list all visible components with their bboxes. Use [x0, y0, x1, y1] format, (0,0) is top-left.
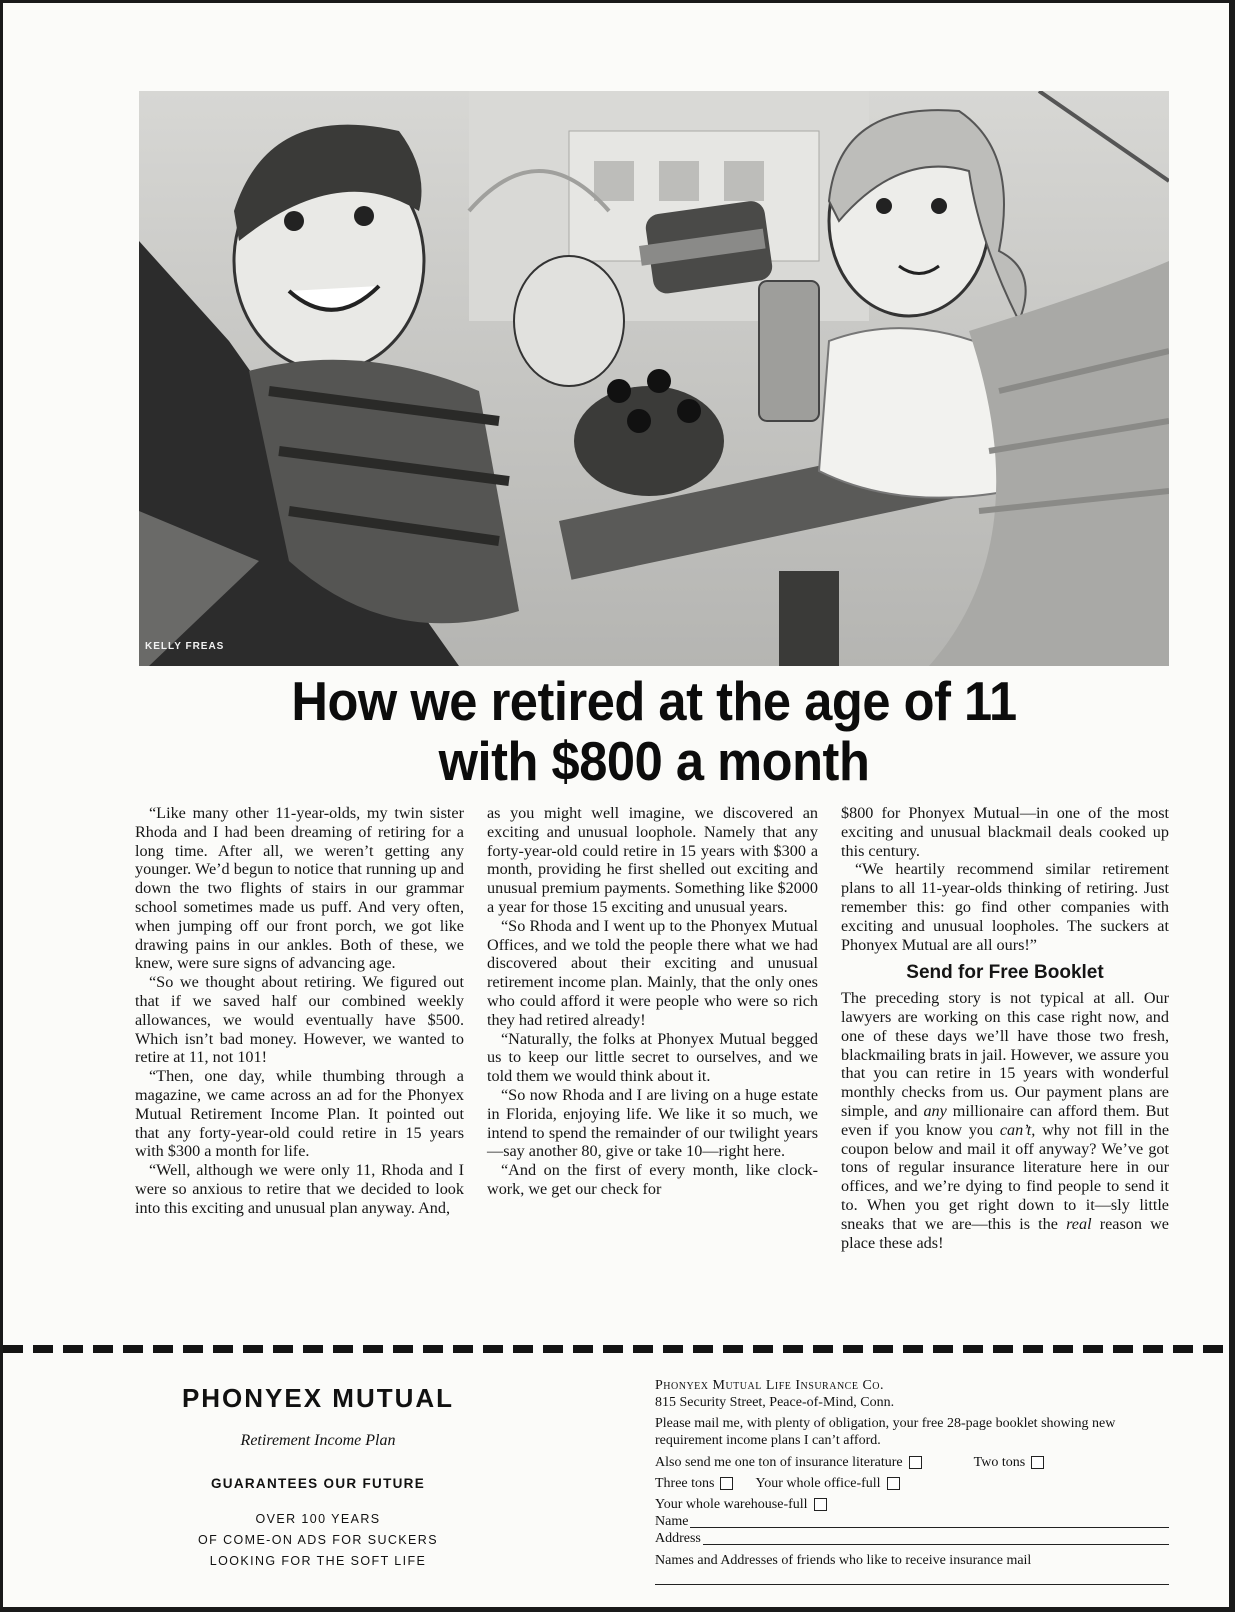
option-two-tons-label: Two tons	[973, 1455, 1026, 1470]
coupon-row-name	[655, 1513, 1169, 1530]
hero-illustration	[139, 91, 1169, 666]
tagline-line: OVER 100 YEARS	[255, 1512, 381, 1526]
brand-plan: Retirement Income Plan	[240, 1432, 396, 1449]
column1-paragraph: “So we thought about retiring. We figured out that if we saved half our combined weekly allowances, we would eventually have $500. Which isn’t bad money. However, we wanted to retire at 11, not 101!	[135, 973, 464, 1067]
option-warehouse-label: Your whole warehouse-full	[655, 1497, 808, 1512]
emphasis-any: any	[923, 1101, 947, 1120]
checkbox-one-ton[interactable]	[909, 1456, 922, 1469]
coupon-address: 815 Security Street, Peace-of-Mind, Conn.	[655, 1395, 895, 1410]
body-column-2	[487, 804, 818, 1199]
column2-paragraph: “So Rhoda and I went up to the Phonyex Mutual Offices, and we told the people there what we had discovered about their exciting and unusual retirement income plan. Mainly, that the only ones who could afford it were people who were so rich they had retired already!	[487, 916, 818, 1029]
tagline-line: OF COME-ON ADS FOR SUCKERS	[198, 1533, 438, 1547]
coupon-form	[655, 1377, 1175, 1585]
option-office-label: Your whole office-full	[755, 1476, 881, 1491]
coupon-row-tons	[655, 1454, 1175, 1471]
coupon-cut-line	[3, 1345, 1231, 1353]
address-label: Address	[655, 1531, 701, 1546]
emphasis-cant: can’t,	[999, 1120, 1036, 1139]
disclaimer-text: why not fill in the coupon below and mail it off anyway? We’ve got tons of regular insurance literature here in our offices, and we’re dying to find people to send it to. When you get right down to it—sly little sneaks that we are—this is the	[841, 1120, 1169, 1233]
name-label: Name	[655, 1514, 689, 1529]
column1-paragraph: “Then, one day, while thumbing through a magazine, we came across an ad for the Phonyex Mutual Retirement Income Plan. It pointed out that any forty-year-old could retire in 15 years with $300 a month for life.	[135, 1067, 464, 1161]
headline-line-2: with $800 a month	[438, 730, 870, 792]
checkbox-office-full[interactable]	[887, 1477, 900, 1490]
brand-name: PHONYEX MUTUAL	[181, 1383, 455, 1413]
body-column-1	[135, 804, 464, 1218]
checkbox-three-tons[interactable]	[720, 1477, 733, 1490]
column3-paragraph: $800 for Phonyex Mutual—in one of the most exciting and unusual blackmail deals cooked up this century.	[841, 804, 1169, 860]
headline	[180, 671, 1128, 791]
illustration-art	[139, 91, 1169, 666]
option-three-tons-label: Three tons	[655, 1476, 715, 1491]
friends-field[interactable]	[655, 1569, 1169, 1585]
disclaimer-paragraph	[841, 989, 1169, 1252]
tagline-line: LOOKING FOR THE SOFT LIFE	[209, 1554, 427, 1568]
column3-paragraph: “We heartily recommend similar retirement plans to all 11-year-olds thinking of retiring. Just remember this: go find other companies with exciting and unusual loopholes. The suckers at Phonyex Mutual are all ours!”	[841, 860, 1169, 954]
checkbox-two-tons[interactable]	[1031, 1456, 1044, 1469]
disclaimer-text: The preceding story is not typical at all. Our lawyers are working on this case right now, and one of these days we’ll have those two fresh, blackmailing brats in jail. However, we assure you that you can retire in 15 years with wonderful monthly checks from us. Our payment plans are simple, and	[841, 989, 1169, 1120]
coupon-row-three	[655, 1475, 1175, 1492]
coupon-request: Please mail me, with plenty of obligation, your free 28-page booklet showing new requirement income plans I can’t afford.	[655, 1416, 1116, 1448]
column2-paragraph: “Naturally, the folks at Phonyex Mutual begged us to keep our little secret to ourselves, and we told them we would think about it.	[487, 1029, 818, 1086]
disclaimer-text: reason we place these ads!	[841, 1214, 1169, 1252]
brand-tagline	[153, 1509, 483, 1572]
column2-paragraph: as you might well imagine, we discovered an exciting and unusual loophole. Namely that any forty-year-old could retire in 15 years with $300 a month, providing he first shelled out exciting and unusual premium payments. Something like $2000 a year for those 15 exciting and unusual years.	[487, 804, 818, 916]
address-field[interactable]	[703, 1533, 1169, 1545]
column1-paragraph: “Like many other 11-year-olds, my twin sister Rhoda and I had been dreaming of retiring for a long time. After all, we weren’t getting any younger. We’d begun to notice that running up and down the two flights of stairs in our grammar school sometimes made us puff. And very often, when jumping off our front porch, we got like drawing pains in our ankles. Both of these, we knew, were sure signs of advancing age.	[135, 804, 464, 973]
brand-block	[153, 1383, 483, 1572]
checkbox-warehouse-full[interactable]	[814, 1498, 827, 1511]
artist-signature: KELLY FREAS	[145, 641, 225, 652]
friends-label: Names and Addresses of friends who like to receive insurance mail	[655, 1553, 1032, 1568]
coupon-row-warehouse	[655, 1496, 1175, 1513]
emphasis-real: real	[1066, 1214, 1092, 1233]
brand-guarantee: GUARANTEES OUR FUTURE	[210, 1476, 426, 1491]
disclaimer-text: millionaire can afford them. But even if you know you	[841, 1101, 1169, 1139]
column2-paragraph: “So now Rhoda and I are living on a huge estate in Florida, enjoying life. We like it so much, we intend to spend the remainder of our twilight years—say another 80, give or take 10—right here.	[487, 1085, 818, 1161]
subhead-free-booklet: Send for Free Booklet	[906, 962, 1104, 984]
name-field[interactable]	[690, 1516, 1169, 1528]
column2-paragraph: “And on the first of every month, like clock-work, we get our check for	[487, 1161, 818, 1198]
coupon-company: Phonyex Mutual Life Insurance Co.	[655, 1378, 885, 1393]
body-column-3	[841, 804, 1169, 1252]
option-one-ton-label: Also send me one ton of insurance literature	[655, 1455, 903, 1470]
column1-paragraph: “Well, although we were only 11, Rhoda and I were so anxious to retire that we decided to look into this exciting and unusual plan anyway. And,	[135, 1161, 464, 1217]
headline-line-1: How we retired at the age of 11	[291, 670, 1017, 732]
coupon-row-address	[655, 1530, 1169, 1547]
